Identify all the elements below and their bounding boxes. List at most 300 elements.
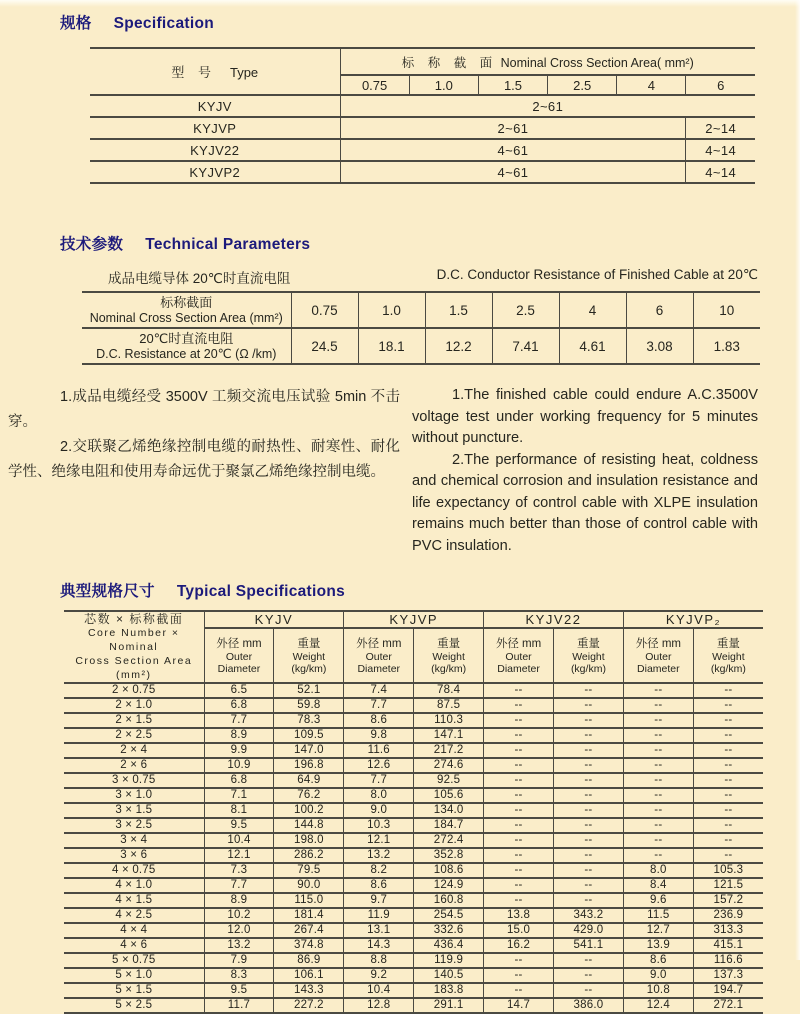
value-cell: 134.0 [414, 803, 484, 818]
typical-row [64, 998, 763, 1013]
value-cell: -- [623, 788, 693, 803]
value-cell: 100.2 [274, 803, 344, 818]
tech-row1-label-en: Nominal Cross Section Area (mm²) [89, 311, 283, 325]
value-cell: 7.7 [344, 698, 414, 713]
value-cell: -- [623, 758, 693, 773]
core-size-cell: 4 × 0.75 [64, 863, 204, 878]
value-cell: 144.8 [274, 818, 344, 833]
spec-range-cell: 4~61 [340, 161, 686, 183]
value-cell: 9.9 [204, 743, 274, 758]
value-cell: -- [484, 728, 554, 743]
value-cell: 12.7 [623, 923, 693, 938]
value-cell: -- [553, 713, 623, 728]
tech-heading-zh: 技术参数 [60, 236, 124, 253]
spec-section-heading [60, 0, 800, 33]
value-cell: -- [693, 848, 763, 863]
value-cell: -- [484, 848, 554, 863]
value-cell: 8.6 [344, 713, 414, 728]
value-cell: 13.1 [344, 923, 414, 938]
value-cell: 9.0 [344, 803, 414, 818]
value-cell: 8.0 [344, 788, 414, 803]
value-cell: 8.6 [344, 878, 414, 893]
value-cell: 52.1 [274, 683, 344, 698]
core-size-cell: 2 × 2.5 [64, 728, 204, 743]
value-cell: 286.2 [274, 848, 344, 863]
value-cell: -- [623, 818, 693, 833]
value-cell: 8.4 [623, 878, 693, 893]
typical-heading-zh: 典型规格尺寸 [60, 583, 155, 600]
value-cell: -- [693, 743, 763, 758]
spec-type-header-en: Type [229, 65, 259, 80]
value-cell: 7.7 [204, 878, 274, 893]
value-cell: 8.2 [344, 863, 414, 878]
value-cell: 6.8 [204, 698, 274, 713]
core-size-cell: 4 × 4 [64, 923, 204, 938]
tech-sizes-row [82, 292, 760, 328]
value-cell: -- [553, 803, 623, 818]
spec-heading-zh: 规格 [60, 15, 92, 32]
spec-type-header-zh: 型 号 [171, 65, 216, 80]
value-cell: -- [553, 848, 623, 863]
value-cell: -- [553, 878, 623, 893]
core-size-cell: 5 × 1.0 [64, 968, 204, 983]
typical-row [64, 983, 763, 998]
value-cell: 12.6 [344, 758, 414, 773]
typical-row [64, 773, 763, 788]
spec-type-cell: KYJV [90, 95, 340, 117]
value-cell: 274.6 [414, 758, 484, 773]
value-cell: -- [484, 833, 554, 848]
value-cell: -- [484, 968, 554, 983]
subheader-weight: 重量 Weight (kg/km) [274, 628, 344, 683]
value-cell: 11.9 [344, 908, 414, 923]
value-cell: 181.4 [274, 908, 344, 923]
value-cell: -- [484, 863, 554, 878]
spec-row [90, 139, 755, 161]
value-cell: 9.2 [344, 968, 414, 983]
note-zh-2: 2.交联聚乙烯绝缘控制电缆的耐热性、耐寒性、耐化学性、绝缘电阻和使用寿命远优于聚氯乙烯绝缘控制电缆。 [8, 439, 400, 480]
tech-resistance-cell: 24.5 [291, 328, 358, 364]
value-cell: 105.3 [693, 863, 763, 878]
tech-row2-label-en: D.C. Resistance at 20℃ (Ω /km) [96, 347, 277, 361]
value-cell: 11.7 [204, 998, 274, 1013]
value-cell: 106.1 [274, 968, 344, 983]
value-cell: -- [623, 833, 693, 848]
value-cell: 124.9 [414, 878, 484, 893]
value-cell: -- [484, 893, 554, 908]
typical-row [64, 833, 763, 848]
value-cell: -- [693, 713, 763, 728]
value-cell: 6.8 [204, 773, 274, 788]
spec-range-cell: 2~61 [340, 95, 755, 117]
value-cell: 12.1 [204, 848, 274, 863]
value-cell: 7.4 [344, 683, 414, 698]
spec-heading-en: Specification [113, 15, 214, 32]
typical-row [64, 803, 763, 818]
value-cell: 291.1 [414, 998, 484, 1013]
value-cell: 64.9 [274, 773, 344, 788]
typical-row [64, 938, 763, 953]
core-size-cell: 3 × 2.5 [64, 818, 204, 833]
value-cell: 386.0 [553, 998, 623, 1013]
value-cell: 254.5 [414, 908, 484, 923]
value-cell: 12.1 [344, 833, 414, 848]
value-cell: 14.7 [484, 998, 554, 1013]
size-header-cell: 1.5 [478, 75, 547, 95]
value-cell: -- [553, 893, 623, 908]
value-cell: 9.5 [204, 983, 274, 998]
typical-row [64, 908, 763, 923]
value-cell: 86.9 [274, 953, 344, 968]
value-cell: 183.8 [414, 983, 484, 998]
value-cell: -- [553, 863, 623, 878]
value-cell: -- [553, 698, 623, 713]
value-cell: 236.9 [693, 908, 763, 923]
spec-type-cell: KYJVP [90, 117, 340, 139]
value-cell: 8.9 [204, 728, 274, 743]
value-cell: 15.0 [484, 923, 554, 938]
tech-row1-label-zh: 标称截面 [160, 295, 213, 310]
value-cell: -- [484, 788, 554, 803]
subheader-outer-diameter: 外径 mm Outer Diameter [344, 628, 414, 683]
tech-size-cell: 1.0 [358, 292, 425, 328]
size-header-cell: 2.5 [548, 75, 617, 95]
value-cell: -- [553, 968, 623, 983]
value-cell: 116.6 [693, 953, 763, 968]
typical-section-heading [60, 579, 800, 601]
value-cell: -- [553, 788, 623, 803]
tech-table [82, 291, 760, 365]
value-cell: 121.5 [693, 878, 763, 893]
spec-area-header-zh: 标 称 截 面 [401, 55, 498, 70]
typical-row [64, 758, 763, 773]
value-cell: 108.6 [414, 863, 484, 878]
value-cell: -- [484, 743, 554, 758]
value-cell: 10.2 [204, 908, 274, 923]
value-cell: 105.6 [414, 788, 484, 803]
typical-row [64, 953, 763, 968]
value-cell: 7.9 [204, 953, 274, 968]
value-cell: -- [553, 773, 623, 788]
typical-col1-zh: 芯数 × 标称截面 [84, 612, 184, 626]
value-cell: 332.6 [414, 923, 484, 938]
value-cell: 157.2 [693, 893, 763, 908]
value-cell: 10.8 [623, 983, 693, 998]
size-header-cell: 4 [617, 75, 686, 95]
size-header-cell: 1.0 [409, 75, 478, 95]
value-cell: 147.1 [414, 728, 484, 743]
value-cell: 196.8 [274, 758, 344, 773]
value-cell: -- [693, 698, 763, 713]
typical-row [64, 863, 763, 878]
value-cell: -- [693, 818, 763, 833]
value-cell: 115.0 [274, 893, 344, 908]
tech-caption-en: D.C. Conductor Resistance of Finished Cable at 20℃ [436, 267, 758, 282]
notes-chinese [8, 385, 400, 557]
value-cell: -- [553, 683, 623, 698]
value-cell: 79.5 [274, 863, 344, 878]
size-header-cell: 0.75 [340, 75, 409, 95]
value-cell: 137.3 [693, 968, 763, 983]
tech-size-cell: 6 [626, 292, 693, 328]
core-size-cell: 5 × 2.5 [64, 998, 204, 1013]
tech-size-cell: 4 [559, 292, 626, 328]
core-size-cell: 3 × 6 [64, 848, 204, 863]
value-cell: -- [484, 683, 554, 698]
core-size-cell: 3 × 1.0 [64, 788, 204, 803]
note-en-2: 2.The performance of resisting heat, coldness and chemical corrosion and insulation resistance and life expectancy of control cable with XLPE insulation remains much better than those of control cable with PVC insulation. [412, 451, 758, 554]
value-cell: -- [553, 953, 623, 968]
value-cell: 10.3 [344, 818, 414, 833]
value-cell: -- [484, 983, 554, 998]
tech-resistance-cell: 1.83 [693, 328, 760, 364]
value-cell: -- [553, 728, 623, 743]
typical-row [64, 713, 763, 728]
value-cell: -- [484, 803, 554, 818]
value-cell: 8.3 [204, 968, 274, 983]
value-cell: -- [623, 743, 693, 758]
tech-size-cell: 1.5 [425, 292, 492, 328]
tech-caption-zh: 成品电缆导体 20℃时直流电阻 [108, 271, 291, 286]
value-cell: 184.7 [414, 818, 484, 833]
value-cell: 6.5 [204, 683, 274, 698]
core-size-cell: 5 × 0.75 [64, 953, 204, 968]
value-cell: 147.0 [274, 743, 344, 758]
value-cell: 160.8 [414, 893, 484, 908]
value-cell: -- [693, 788, 763, 803]
value-cell: 8.1 [204, 803, 274, 818]
typical-col1-en1: Core Number × Nominal [87, 627, 180, 653]
group-header-kyjv: KYJV [204, 611, 344, 628]
value-cell: 343.2 [553, 908, 623, 923]
core-size-cell: 5 × 1.5 [64, 983, 204, 998]
tech-size-cell: 0.75 [291, 292, 358, 328]
subheader-outer-diameter: 外径 mm Outer Diameter [204, 628, 274, 683]
typical-row [64, 698, 763, 713]
typical-heading-en: Typical Specifications [176, 583, 346, 600]
core-size-cell: 4 × 1.5 [64, 893, 204, 908]
value-cell: 10.4 [344, 983, 414, 998]
tech-resistance-cell: 4.61 [559, 328, 626, 364]
tech-resistance-cell: 3.08 [626, 328, 693, 364]
value-cell: -- [484, 698, 554, 713]
spec-row [90, 95, 755, 117]
value-cell: -- [623, 713, 693, 728]
value-cell: 7.1 [204, 788, 274, 803]
value-cell: 9.5 [204, 818, 274, 833]
value-cell: 9.0 [623, 968, 693, 983]
typical-row [64, 968, 763, 983]
value-cell: -- [484, 773, 554, 788]
value-cell: 436.4 [414, 938, 484, 953]
value-cell: 143.3 [274, 983, 344, 998]
value-cell: 198.0 [274, 833, 344, 848]
value-cell: 16.2 [484, 938, 554, 953]
value-cell: -- [693, 773, 763, 788]
core-size-cell: 4 × 6 [64, 938, 204, 953]
tech-resistance-cell: 18.1 [358, 328, 425, 364]
value-cell: -- [623, 848, 693, 863]
value-cell: -- [484, 758, 554, 773]
typical-row [64, 683, 763, 698]
tech-row1-label [82, 292, 291, 328]
value-cell: 9.7 [344, 893, 414, 908]
value-cell: 92.5 [414, 773, 484, 788]
spec-type-header [90, 48, 340, 95]
value-cell: 13.8 [484, 908, 554, 923]
value-cell: -- [693, 833, 763, 848]
typical-row [64, 878, 763, 893]
tech-resistance-cell: 12.2 [425, 328, 492, 364]
value-cell: -- [553, 818, 623, 833]
value-cell: 12.4 [623, 998, 693, 1013]
core-size-cell: 2 × 6 [64, 758, 204, 773]
value-cell: 272.1 [693, 998, 763, 1013]
group-header-kyjvp: KYJVP [344, 611, 484, 628]
typical-row [64, 743, 763, 758]
core-size-cell: 3 × 0.75 [64, 773, 204, 788]
typical-row [64, 788, 763, 803]
value-cell: 109.5 [274, 728, 344, 743]
value-cell: 352.8 [414, 848, 484, 863]
spec-range-last-cell: 4~14 [686, 161, 755, 183]
value-cell: 9.8 [344, 728, 414, 743]
value-cell: 194.7 [693, 983, 763, 998]
tech-row2-label-zh: 20℃时直流电阻 [139, 331, 234, 346]
notes-section [8, 385, 800, 557]
typical-group-row [64, 611, 763, 628]
value-cell: 8.8 [344, 953, 414, 968]
value-cell: 267.4 [274, 923, 344, 938]
value-cell: -- [484, 953, 554, 968]
value-cell: 8.6 [623, 953, 693, 968]
spec-row [90, 117, 755, 139]
value-cell: 13.2 [344, 848, 414, 863]
value-cell: 11.6 [344, 743, 414, 758]
value-cell: 59.8 [274, 698, 344, 713]
value-cell: 87.5 [414, 698, 484, 713]
value-cell: 7.7 [344, 773, 414, 788]
value-cell: 14.3 [344, 938, 414, 953]
spec-table-body [90, 95, 755, 183]
value-cell: -- [693, 758, 763, 773]
value-cell: 90.0 [274, 878, 344, 893]
value-cell: -- [623, 803, 693, 818]
tech-resistance-row [82, 328, 760, 364]
core-size-cell: 2 × 1.5 [64, 713, 204, 728]
tech-heading-en: Technical Parameters [145, 236, 311, 253]
value-cell: 415.1 [693, 938, 763, 953]
spec-type-cell: KYJV22 [90, 139, 340, 161]
value-cell: 272.4 [414, 833, 484, 848]
typical-col1-header [64, 611, 204, 683]
spec-range-cell: 2~61 [340, 117, 686, 139]
value-cell: 9.6 [623, 893, 693, 908]
value-cell: -- [623, 683, 693, 698]
core-size-cell: 3 × 1.5 [64, 803, 204, 818]
value-cell: 217.2 [414, 743, 484, 758]
subheader-weight: 重量 Weight (kg/km) [693, 628, 763, 683]
note-zh-1: 1.成品电缆经受 3500V 工频交流电压试验 5min 不击穿。 [8, 389, 400, 430]
notes-english [412, 385, 758, 557]
group-header-kyjv22: KYJV22 [484, 611, 624, 628]
subheader-outer-diameter: 外径 mm Outer Diameter [623, 628, 693, 683]
subheader-weight: 重量 Weight (kg/km) [414, 628, 484, 683]
value-cell: 13.9 [623, 938, 693, 953]
value-cell: 10.9 [204, 758, 274, 773]
core-size-cell: 4 × 2.5 [64, 908, 204, 923]
value-cell: -- [623, 698, 693, 713]
tech-table-caption [108, 267, 758, 287]
spec-header-row-1 [90, 48, 755, 75]
typical-table-body [64, 683, 763, 1013]
value-cell: -- [693, 803, 763, 818]
value-cell: 78.4 [414, 683, 484, 698]
core-size-cell: 2 × 0.75 [64, 683, 204, 698]
value-cell: -- [553, 743, 623, 758]
value-cell: 429.0 [553, 923, 623, 938]
size-header-cell: 6 [686, 75, 755, 95]
value-cell: 119.9 [414, 953, 484, 968]
value-cell: 78.3 [274, 713, 344, 728]
core-size-cell: 2 × 4 [64, 743, 204, 758]
value-cell: 13.2 [204, 938, 274, 953]
value-cell: 541.1 [553, 938, 623, 953]
subheader-outer-diameter: 外径 mm Outer Diameter [484, 628, 554, 683]
value-cell: 8.0 [623, 863, 693, 878]
core-size-cell: 4 × 1.0 [64, 878, 204, 893]
typical-row [64, 923, 763, 938]
value-cell: 7.3 [204, 863, 274, 878]
note-en-1: 1.The finished cable could endure A.C.3500V voltage test under working frequency for 5 minutes without puncture. [412, 387, 758, 446]
core-size-cell: 3 × 4 [64, 833, 204, 848]
value-cell: 227.2 [274, 998, 344, 1013]
spec-table [90, 47, 755, 184]
value-cell: 12.0 [204, 923, 274, 938]
value-cell: -- [553, 758, 623, 773]
value-cell: 10.4 [204, 833, 274, 848]
value-cell: 140.5 [414, 968, 484, 983]
value-cell: -- [484, 713, 554, 728]
spec-range-last-cell: 2~14 [686, 117, 755, 139]
spec-type-cell: KYJVP2 [90, 161, 340, 183]
tech-row2-label [82, 328, 291, 364]
spec-area-header-en: Nominal Cross Section Area( mm²) [500, 55, 694, 70]
value-cell: 11.5 [623, 908, 693, 923]
value-cell: -- [693, 683, 763, 698]
value-cell: -- [484, 818, 554, 833]
tech-resistance-cell: 7.41 [492, 328, 559, 364]
value-cell: 374.8 [274, 938, 344, 953]
value-cell: 313.3 [693, 923, 763, 938]
value-cell: 8.9 [204, 893, 274, 908]
value-cell: 12.8 [344, 998, 414, 1013]
value-cell: -- [693, 728, 763, 743]
tech-section-heading [60, 232, 800, 254]
value-cell: 7.7 [204, 713, 274, 728]
typical-row [64, 728, 763, 743]
subheader-weight: 重量 Weight (kg/km) [553, 628, 623, 683]
spec-range-cell: 4~61 [340, 139, 686, 161]
tech-size-cell: 10 [693, 292, 760, 328]
value-cell: -- [623, 728, 693, 743]
typical-table [64, 610, 763, 1014]
typical-row [64, 818, 763, 833]
typical-col1-en2: Cross Section Area (mm²) [75, 655, 193, 681]
tech-size-cell: 2.5 [492, 292, 559, 328]
value-cell: -- [553, 983, 623, 998]
value-cell: -- [623, 773, 693, 788]
